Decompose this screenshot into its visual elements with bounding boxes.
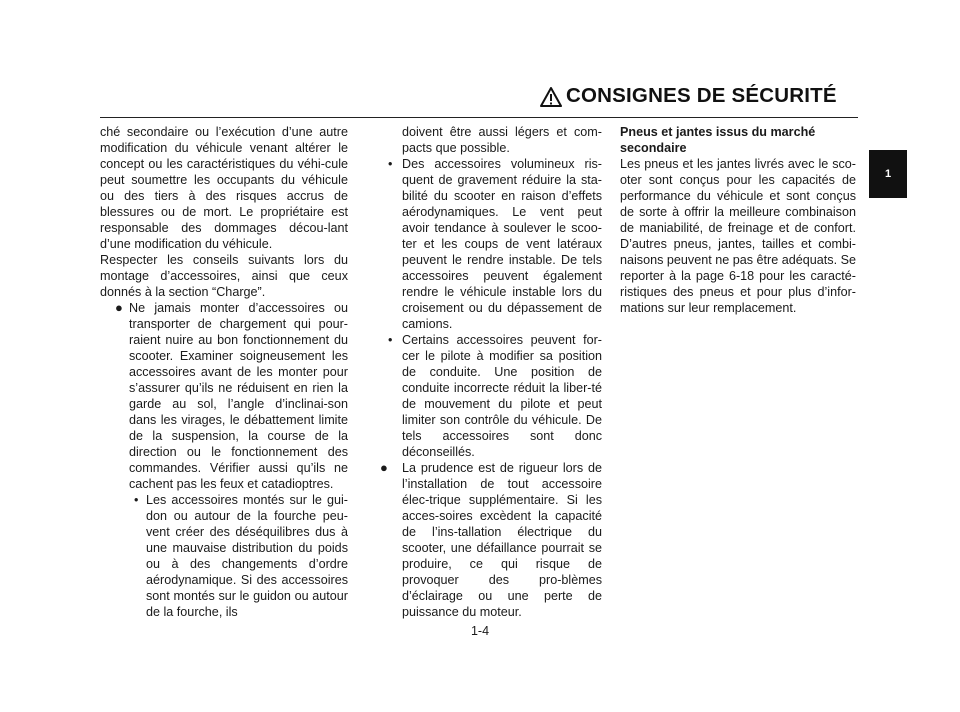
page-title: CONSIGNES DE SÉCURITÉ [566,84,837,107]
dot-bullet-icon: • [134,493,139,507]
section-header [540,86,856,112]
page-number: 1-4 [470,624,490,638]
sub-bullet-text: Les accessoires montés sur le gui-don ou autour de la fourche peu-vent créer des déséquilibres dus à une mauvaise distribution du poids ou à des changements d’ordre aérodynamique. Si des accessoires sont montés sur le guidon ou autour de la fourche, ils [146,493,348,619]
continued-text: doivent être aussi légers et com-pacts que possible. [402,125,602,155]
sub-bullet-text: Des accessoires volumineux ris-quent de gravement réduire la sta-bilité du scooter en raison d’effets aérodynamiques. Le vent peut avoir tendance à soulever le scoo-ter et les coups de vent latéraux peuvent le rendre instable. De tels accessoires peuvent également rendre le véhicule instable lors du croisement ou du dépassement de camions. [402,157,602,331]
sub-bullet-item-handlebar [100,492,348,620]
bullet-item-electrical [380,460,602,620]
dot-bullet-icon: • [388,157,393,171]
chapter-tab: 1 [869,150,907,198]
paragraph-advice: Respecter les conseils suivants lors du montage d’accessoires, ainsi que ceux donnés à la section “Charge”. [100,253,348,299]
sub-bullet-item-position [380,332,602,460]
dot-bullet-icon: • [388,333,393,347]
header-rule [100,117,858,118]
column-1 [100,124,348,620]
bullet-text: Ne jamais monter d’accessoires ou transporter de chargement qui pour-raient nuire au bon fonctionnement du scooter. Examiner soigneusement les accessoires avant de les monter pour s’assurer qu’ils ne réduisent en rien la garde au sol, l’angle d’inclinai-son dans les virages, le débattement limite de la suspension, la course de la direction ou le fonctionnement des commandes. Vérifier aussi qu’ils ne cachent pas les feux et catadioptres. [129,301,348,491]
paragraph-tires: Les pneus et les jantes livrés avec le sco-oter sont conçus pour les capacités de performance du véhicule et sont conçus de sorte à offrir la meilleure combinaison de maniabilité, de freinage et de confort. D’autres pneus, jantes, tailles et combi-naisons peuvent ne pas être adéquats. Se reporter à la page 6-18 pour les caracté-ristiques des pneus et pour plus d’infor-mations sur leur remplacement. [620,157,856,315]
round-bullet-icon: ● [115,300,123,315]
round-bullet-icon: ● [380,460,388,475]
column-3 [620,124,856,316]
bullet-text: La prudence est de rigueur lors de l’installation de tout accessoire élec-trique supplémentaire. Si les acces-soires excèdent la capacité de l’ins-tallation électrique du scooter, une défaillance pourrait se produire, ce qui risque de provoquer des pro-blèmes d’éclairage ou une perte de puissance du moteur. [402,461,602,619]
warning-triangle-icon [540,86,562,108]
sub-bullet-text: Certains accessoires peuvent for-cer le pilote à modifier sa position de conduite. Une position de conduite incorrecte réduit la liber-té de mouvement du pilote et peut limiter son contrôle du véhicule. De tels accessoires sont donc déconseillés. [402,333,602,459]
bullet-item-mounting [100,300,348,492]
paragraph-modification: ché secondaire ou l’exécution d’une autre modification du véhicule venant altérer le concept ou les caractéristiques du véhi-cule peut soumettre les occupants du véhicule ou des tiers à des risques accrus de blessures ou de mort. Le propriétaire est responsable des dommages décou-lant d’une modification du véhicule. [100,125,348,251]
section-heading-tires: Pneus et jantes issus du marché secondaire [620,125,816,155]
column-2 [380,124,602,620]
sub-bullet-item-bulky [380,156,602,332]
